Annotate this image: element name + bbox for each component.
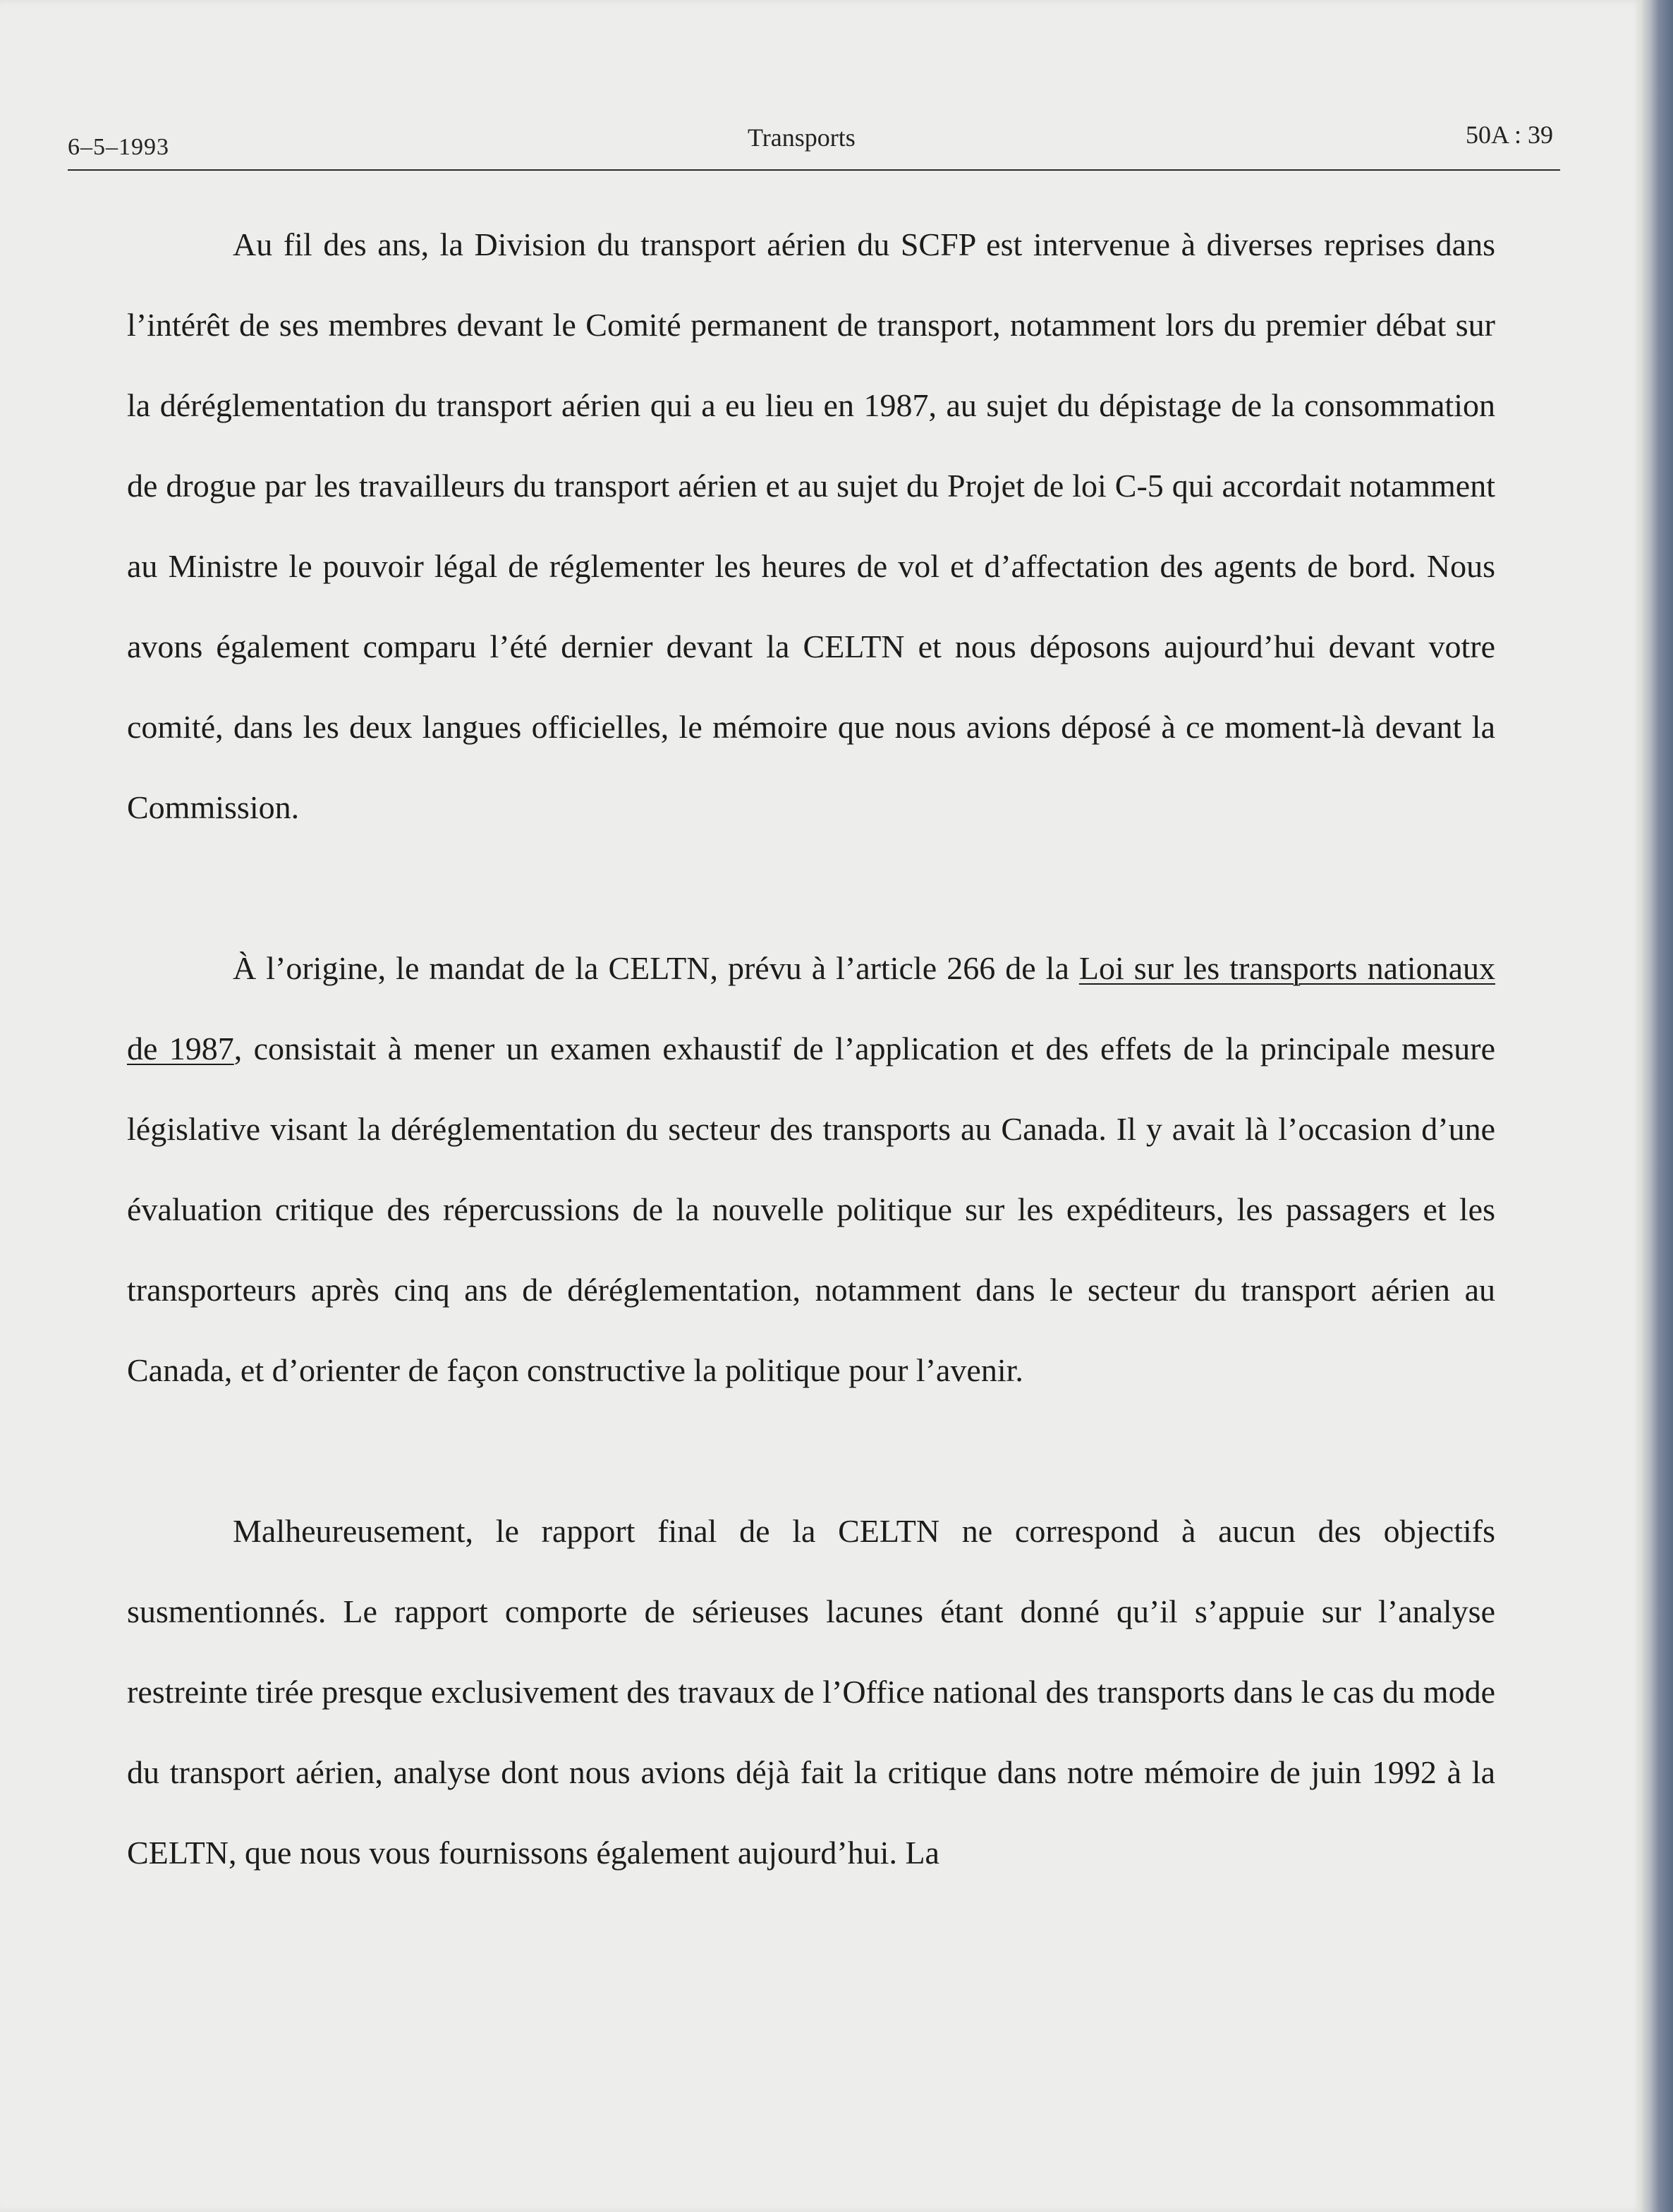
header-page-number: 50A : 39: [1465, 121, 1553, 149]
paragraph-2: [127, 928, 1495, 1411]
paragraph-2-text-after: , consistait à mener un examen exhaustif de l’application et des effets de la principale mesure législative visant la déréglementation du secteur des transports au Canada. Il y avait là l’occasion d’une évaluation critique des répercussions de la nouvelle politique sur les expéditeurs, les passagers et les transporteurs après cinq ans de déréglementation, notamment dans le secteur du transport aérien au Canada, et d’orienter de façon constructive la politique pour l’avenir.: [127, 1031, 1495, 1388]
paragraph-1: [127, 205, 1495, 848]
binder-edge: [1642, 0, 1673, 2212]
paragraph-1-text: Au fil des ans, la Division du transport aérien du SCFP est intervenue à diverses reprises dans l’intérêt de ses membres devant le Comité permanent de transport, notamment lors du premier débat sur la déréglementation du transport aérien qui a eu lieu en 1987, au sujet du dépistage de la consommation de drogue par les travailleurs du transport aérien et au sujet du Projet de loi C-5 qui accordait notamment au Ministre le pouvoir légal de réglementer les heures de vol et d’affectation des agents de bord. Nous avons également comparu l’été dernier devant la CELTN et nous déposons aujourd’hui devant votre comité, dans les deux langues officielles, le mémoire que nous avions déposé à ce moment-là devant la Commission.: [127, 226, 1495, 825]
page-header: [68, 120, 1560, 169]
header-title: Transports: [748, 123, 856, 152]
document-body: [127, 205, 1495, 1893]
paragraph-2-text-before: À l’origine, le mandat de la CELTN, prévu à l’article 266 de la: [233, 950, 1079, 986]
paragraph-3-text: Malheureusement, le rapport final de la CELTN ne correspond à aucun des objectifs susmentionnés. Le rapport comporte de sérieuses lacunes étant donné qu’il s’appuie sur l’analyse restreinte tirée presque exclusivement des travaux de l’Office national des transports dans le cas du mode du transport aérien, analyse dont nous avions déjà fait la critique dans notre mémoire de juin 1992 à la CELTN, que nous vous fournissons également aujourd’hui. La: [127, 1513, 1495, 1871]
header-date: 6–5–1993: [68, 134, 169, 160]
law-title-underlined: Loi sur les transports nationaux de 1987: [127, 950, 1495, 1066]
header-rule: [68, 169, 1560, 171]
paragraph-3: [127, 1491, 1495, 1893]
